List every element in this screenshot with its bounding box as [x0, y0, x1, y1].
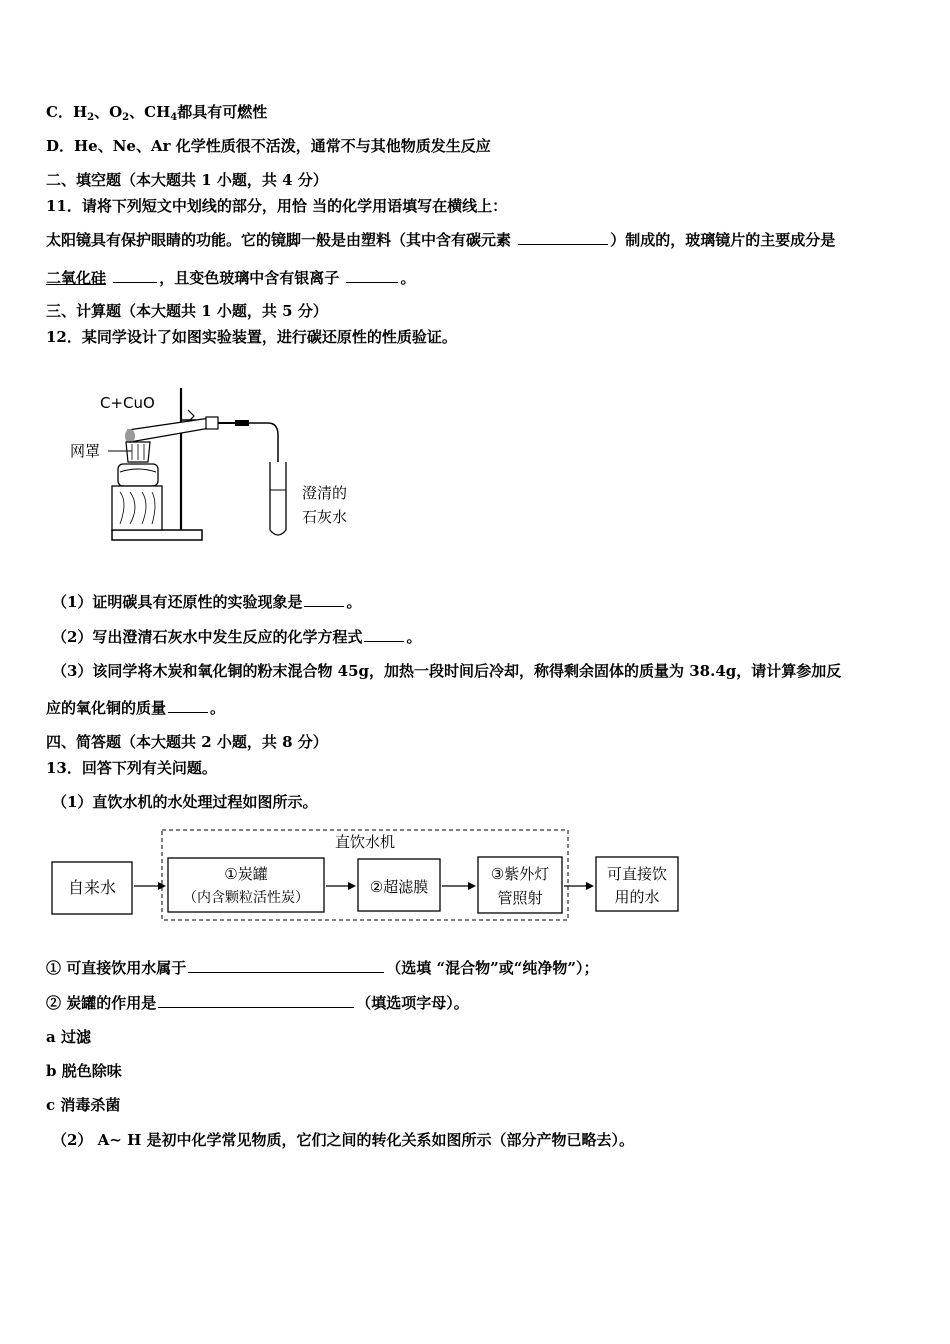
uv-lamp-label-1: ③紫外灯	[490, 865, 550, 883]
gauze-label: 网罩	[70, 442, 101, 460]
option-c: C．$H_2$、$O_2$、$CH_4$都具有可燃性	[46, 103, 268, 123]
q13-sub1: ① 可直接饮用水属于 （选填 “混合物”或“纯净物”）；	[46, 959, 599, 977]
option-a: a 过滤	[46, 1028, 91, 1046]
drinkable-water-label-2: 用的水	[614, 888, 660, 906]
answer-blank[interactable]	[364, 627, 404, 642]
section-heading-calc: 三、计算题（本大题共 1 小题，共 5 分）	[46, 302, 328, 320]
limewater-label-2: 石灰水	[302, 508, 348, 526]
underlined-term: 二氧化硅	[46, 269, 107, 287]
q12-stem: 12．某同学设计了如图实验装置，进行碳还原性的性质验证。	[46, 328, 457, 346]
answer-blank[interactable]	[188, 958, 384, 973]
answer-blank[interactable]	[168, 698, 208, 713]
q11-stem: 11．请将下列短文中划线的部分，用恰 当的化学用语填写在横线上：	[46, 197, 508, 215]
answer-blank[interactable]	[113, 268, 157, 283]
q12-part1: （1）证明碳具有还原性的实验现象是 。	[52, 593, 362, 611]
carbon-tank-note: （内含颗粒活性炭）	[183, 890, 309, 906]
option-b: b 脱色除味	[46, 1062, 122, 1080]
water-flow-diagram	[46, 826, 696, 926]
reactant-label: C+CuO	[100, 394, 155, 412]
q13-part1: （1）直饮水机的水处理过程如图所示。	[52, 793, 318, 811]
drinkable-water-label-1: 可直接饮	[606, 865, 668, 883]
uv-lamp-label-2: 管照射	[497, 889, 543, 907]
option-c-sterilize: c 消毒杀菌	[46, 1096, 121, 1114]
ultrafilter-box: ②超滤膜	[369, 878, 429, 896]
carbon-tank-label: ①炭罐	[224, 865, 268, 883]
q11-line2: 二氧化硅 ，且变色玻璃中含有银离子 。	[46, 269, 416, 287]
machine-label: 直饮水机	[334, 833, 396, 851]
q12-part2: （2）写出澄清石灰水中发生反应的化学方程式 。	[52, 628, 422, 646]
option-d: D．He、Ne、Ar 化学性质很不活泼，通常不与其他物质发生反应	[46, 137, 491, 155]
section-heading-short: 四、简答题（本大题共 2 小题，共 8 分）	[46, 733, 328, 751]
answer-blank[interactable]	[304, 592, 344, 607]
tap-water-box: 自来水	[67, 878, 117, 897]
section-heading-fill: 二、填空题（本大题共 1 小题，共 4 分）	[46, 171, 328, 189]
q13-part2: （2） A~ H 是初中化学常见物质，它们之间的转化关系如图所示（部分产物已略去）。	[52, 1131, 634, 1149]
q13-stem: 13．回答下列有关问题。	[46, 759, 217, 777]
apparatus-figure	[60, 380, 380, 555]
q11-line1: 太阳镜具有保护眼睛的功能。它的镜脚一般是由塑料（其中含有碳元素 ）制成的，玻璃镜片的主要成分是	[46, 231, 836, 249]
q13-sub2: ② 炭罐的作用是 （填选项字母）。	[46, 994, 469, 1012]
q12-part3-line1: （3）该同学将木炭和氧化铜的粉末混合物 45g，加热一段时间后冷却，称得剩余固体的质量为 38.4g，请计算参加反	[52, 662, 842, 680]
answer-blank[interactable]	[518, 230, 608, 245]
answer-blank[interactable]	[158, 993, 354, 1008]
limewater-label-1: 澄清的	[302, 484, 348, 502]
answer-blank[interactable]	[346, 268, 398, 283]
q12-part3-line2: 应的氧化铜的质量 。	[46, 699, 226, 717]
